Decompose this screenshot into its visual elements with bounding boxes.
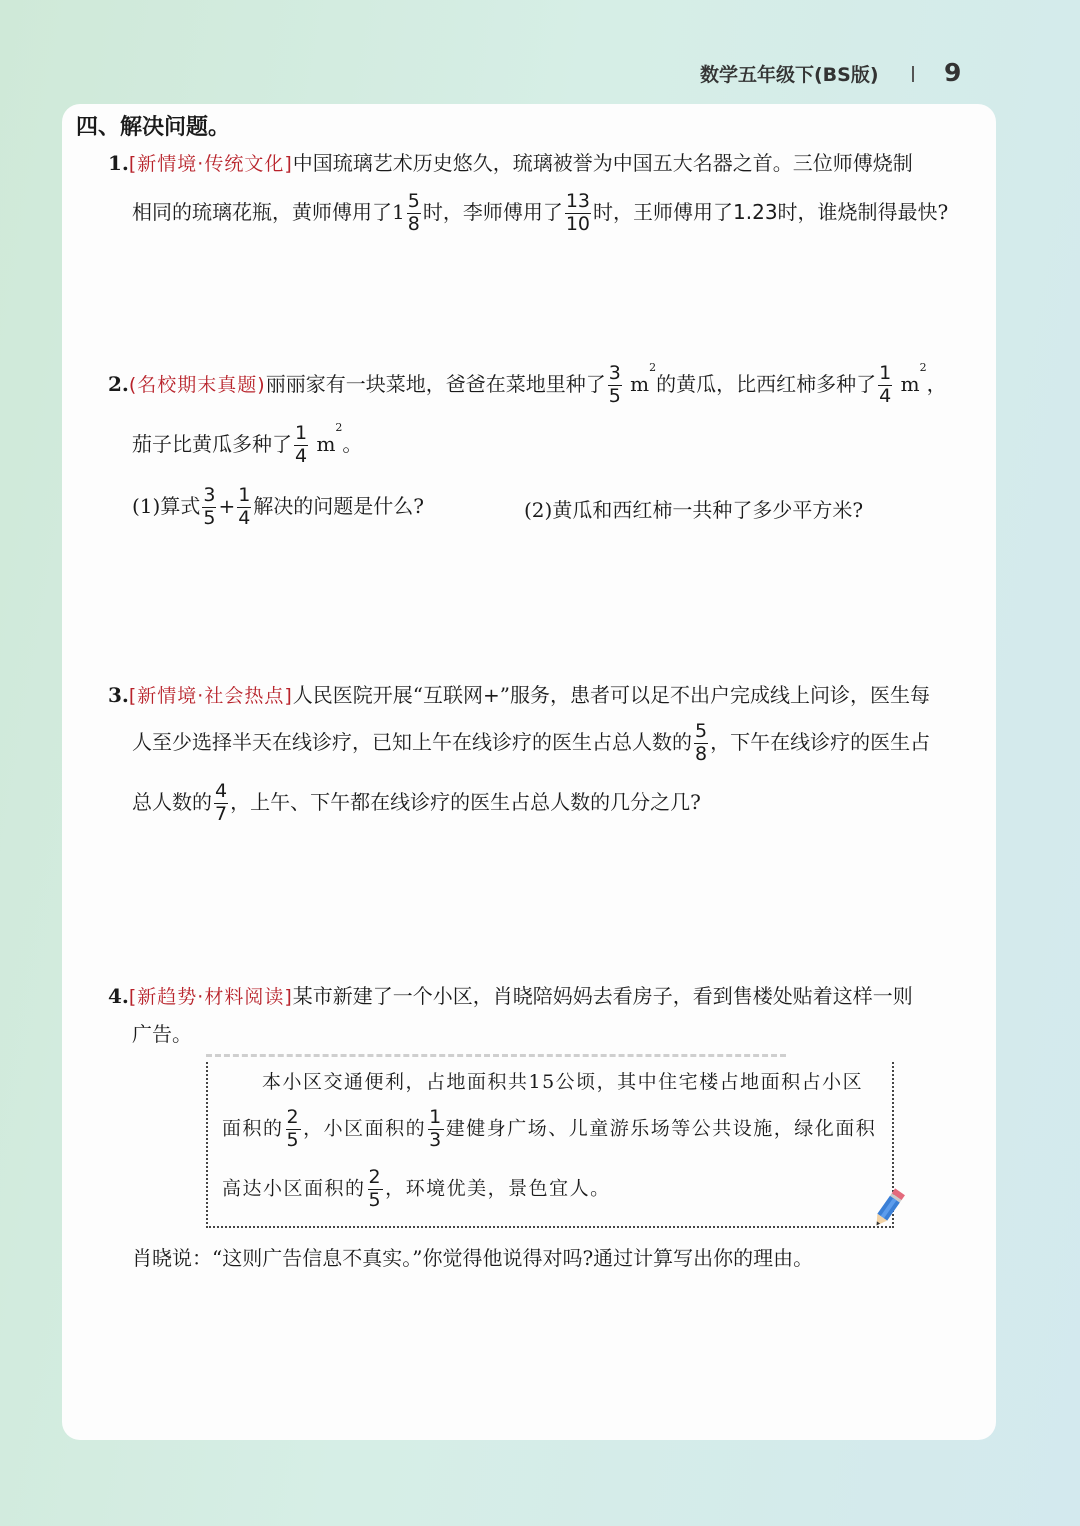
q2-fraction-2: $\frac{1}{4}$ — [879, 362, 892, 407]
q1-fraction-2: $\frac{13}{10}$ — [565, 190, 591, 235]
q4-question: 肖晓说：“这则广告信息不真实。”你觉得他说得对吗?通过计算写出你的理由。 — [132, 1246, 814, 1270]
header-divider — [912, 66, 914, 82]
q2-sub2: (2)黄瓜和西红柿一共种了多少平方米? — [524, 498, 864, 522]
q2-line2: 茄子比黄瓜多种了 $\frac{1}{4}$ $m^2$。 — [132, 421, 363, 467]
ad-top-border — [206, 1054, 786, 1060]
q3-number: 3. — [108, 683, 129, 707]
q2-number: 2. — [108, 371, 129, 396]
ad-fraction-1: $\frac{2}{5}$ — [286, 1106, 301, 1151]
q2-line1: 2.(名校期末真题)丽丽家有一块菜地，爸爸在菜地里种了 $\frac{3}{5}$ $m^2$的黄瓜，比西红柿多种了 $\frac{1}{4}$ $m^2$， — [108, 361, 947, 407]
ad-fraction-2: $\frac{1}{3}$ — [429, 1106, 443, 1151]
q4-number: 4. — [108, 984, 129, 1008]
q3-tag: [新情境·社会热点] — [128, 685, 293, 707]
q3-fraction-2: $\frac{4}{7}$ — [215, 780, 228, 825]
content-card — [62, 104, 996, 1440]
q4-line2: 广告。 — [132, 1022, 192, 1046]
q1-number: 1. — [108, 151, 129, 175]
section-title: 四、解决问题。 — [76, 115, 231, 140]
q1-fraction-1: $\frac{5}{8}$ — [407, 190, 420, 235]
q2-fraction-3: $\frac{1}{4}$ — [295, 422, 308, 467]
q2-sub1-fraction-1: $\frac{3}{5}$ — [203, 484, 216, 529]
q1-line2: 相同的琉璃花瓶，黄师傅用了1 $\frac{5}{8}$ 时，李师傅用了 $\frac{13}{10}$ 时，王师傅用了1.23时，谁烧制得最快? — [132, 190, 949, 235]
q3-line3: 总人数的 $\frac{4}{7}$ ，上午、下午都在线诊疗的医生占总人数的几分之几? — [132, 780, 701, 825]
pencil-icon — [868, 1186, 908, 1232]
ad-line3: 高达小区面积的 $\frac{2}{5}$ ，环境优美，景色宜人。 — [222, 1166, 611, 1211]
ad-line2: 面积的 $\frac{2}{5}$ ，小区面积的 $\frac{1}{3}$ 建健身广场、儿童游乐场等公共设施，绿化面积 — [222, 1106, 877, 1151]
q2-fraction-1: $\frac{3}{5}$ — [608, 362, 621, 407]
q3-fraction-1: $\frac{5}{8}$ — [695, 720, 708, 765]
book-title: 数学五年级下(BS版) — [700, 64, 879, 86]
q3-line1: 3.[新情境·社会热点]人民医院开展“互联网+”服务，患者可以足不出户完成线上问诊，医生每 — [108, 683, 930, 707]
ad-line1: 本小区交通便利，占地面积共15公顷，其中住宅楼占地面积占小区 — [262, 1071, 864, 1093]
q3-line2: 人至少选择半天在线诊疗，已知上午在线诊疗的医生占总人数的 $\frac{5}{8}$ ，下午在线诊疗的医生占 — [132, 720, 931, 765]
ad-fraction-3: $\frac{2}{5}$ — [368, 1166, 383, 1211]
q1-tag: [新情境·传统文化] — [128, 153, 293, 175]
q2-sub1-fraction-2: $\frac{1}{4}$ — [238, 484, 251, 529]
q2-tag: (名校期末真题) — [128, 373, 266, 396]
q4-line1: 4.[新趋势·材料阅读]某市新建了一个小区，肖晓陪妈妈去看房子，看到售楼处贴着这样一则 — [108, 984, 913, 1008]
q1-line1: 1.[新情境·传统文化]中国琉璃艺术历史悠久，琉璃被誉为中国五大名器之首。三位师傅烧制 — [108, 151, 913, 175]
q4-tag: [新趋势·材料阅读] — [128, 986, 293, 1008]
page-number: 9 — [944, 58, 962, 87]
q2-sub1: (1)算式 $\frac{3}{5}$ + $\frac{1}{4}$ 解决的问题是什么? — [132, 484, 425, 529]
